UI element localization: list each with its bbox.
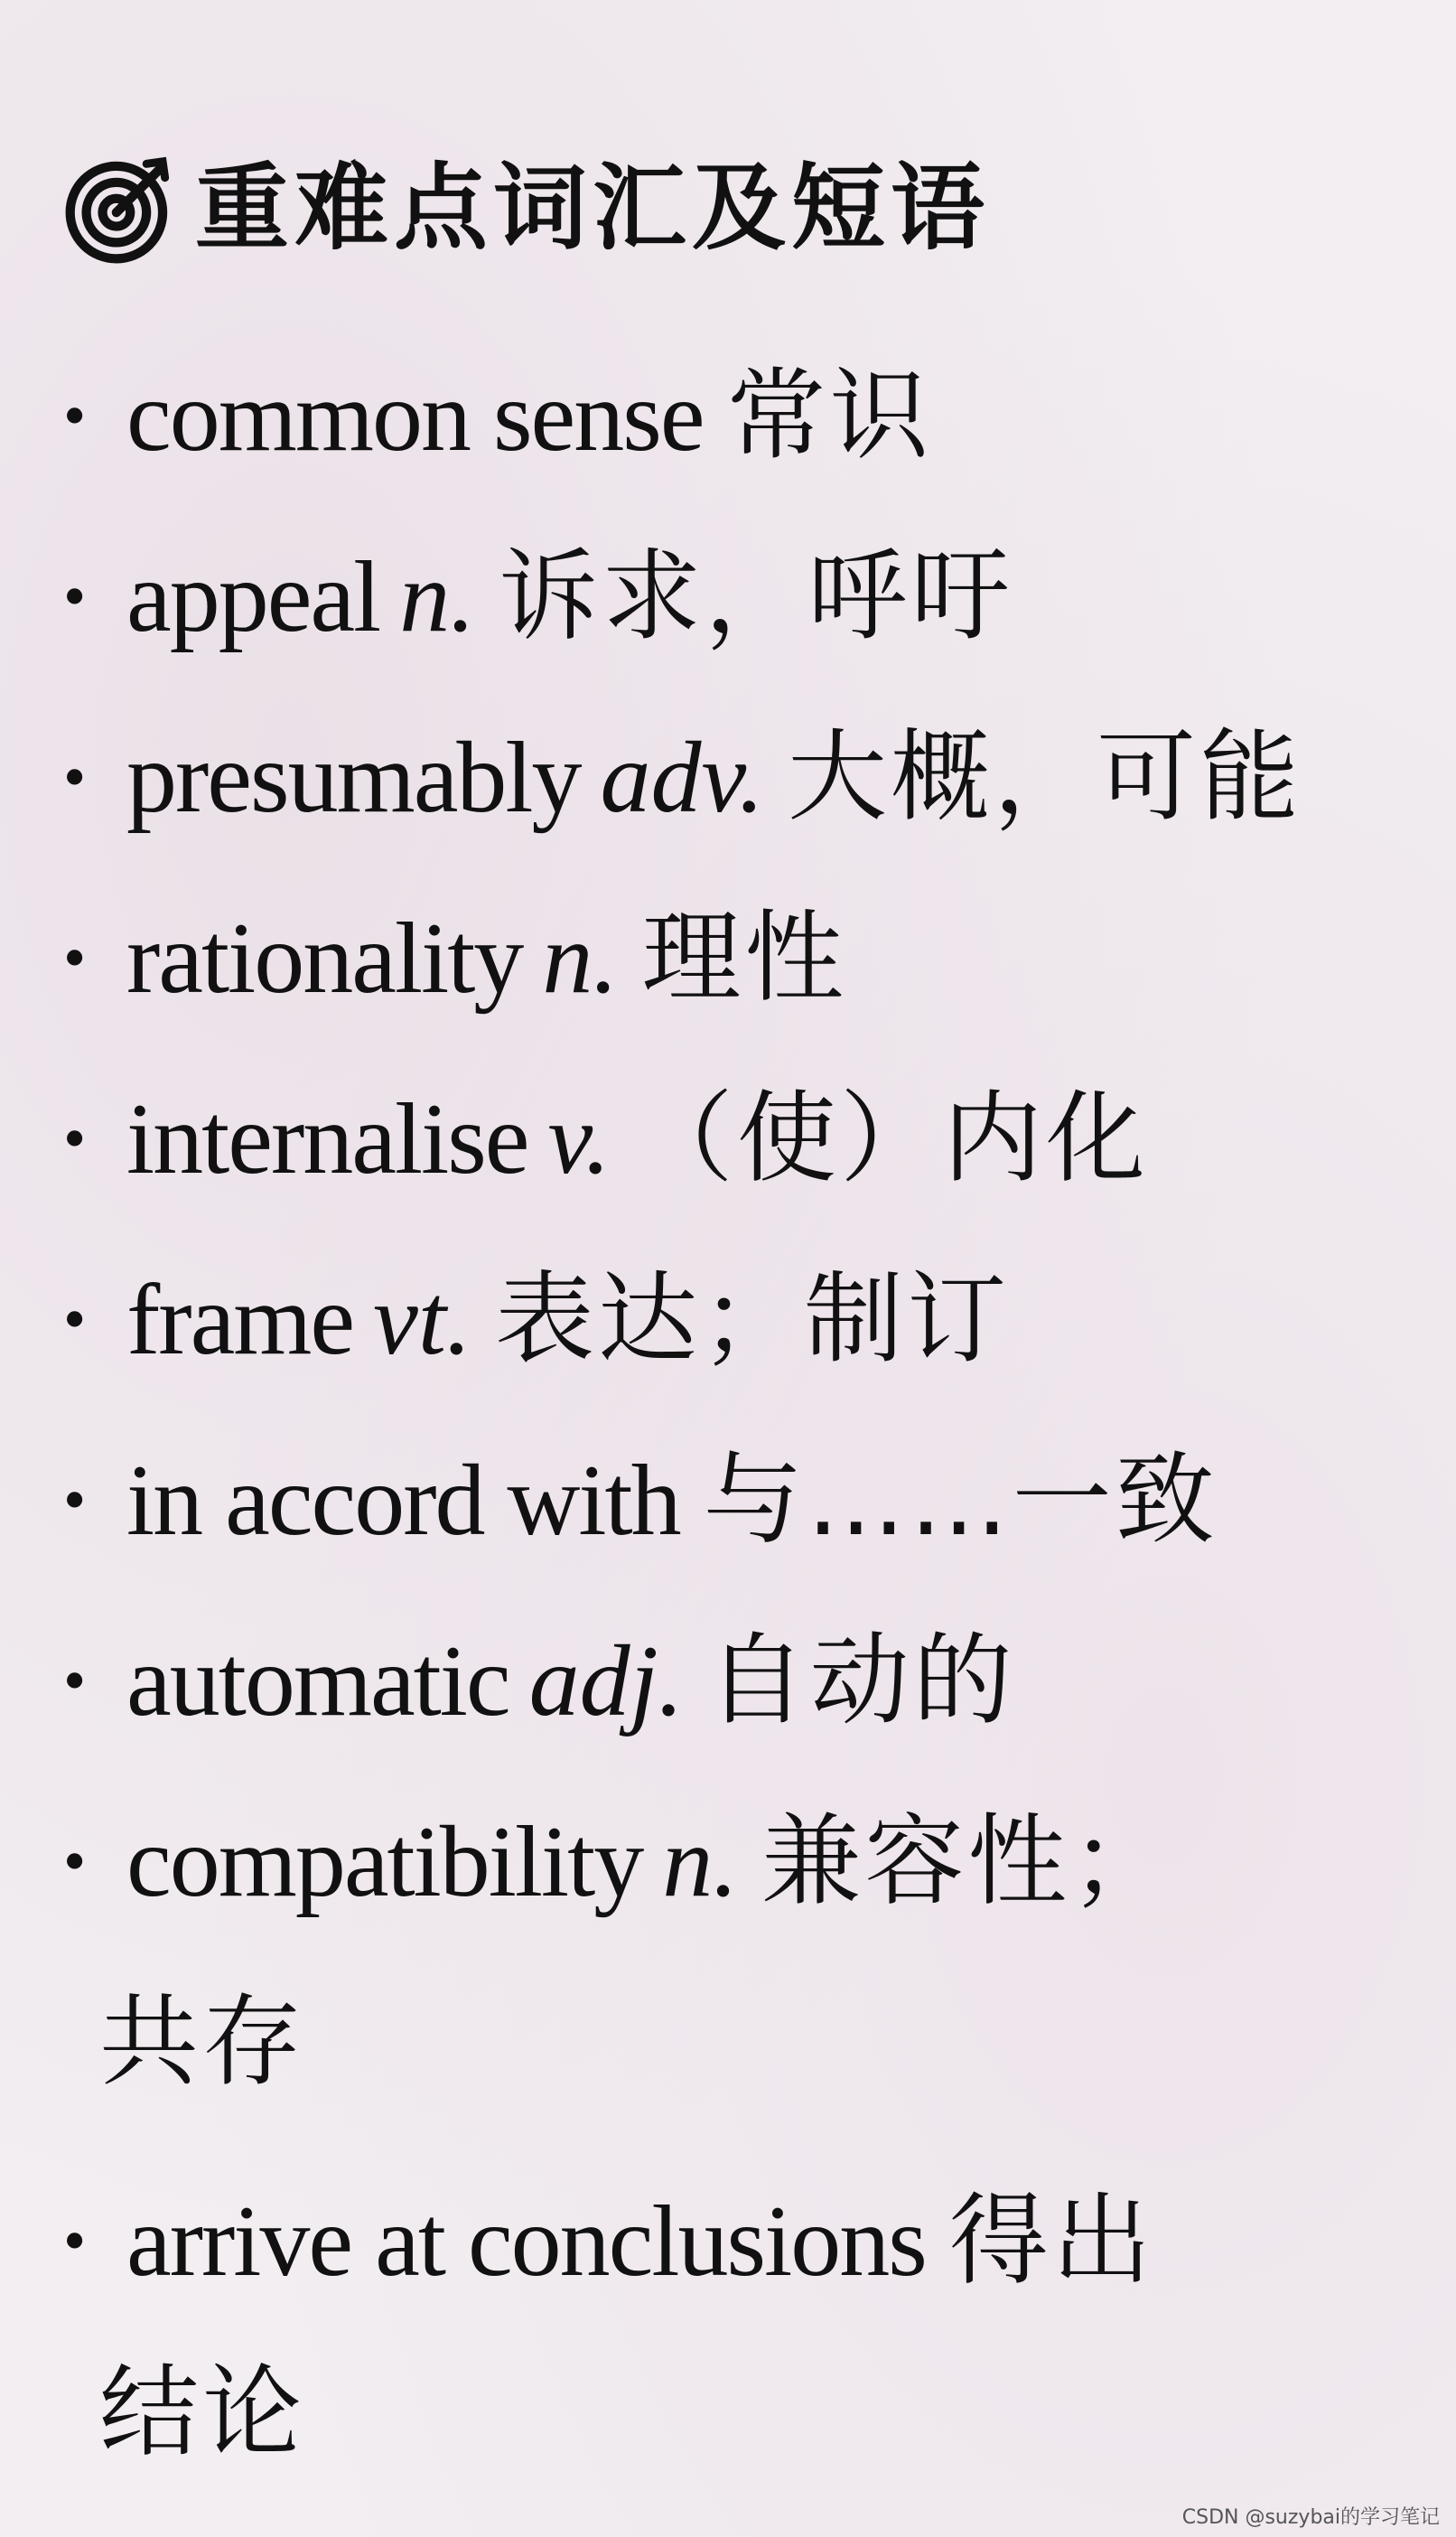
vocab-term: presumably: [126, 722, 581, 834]
bullet: •: [63, 560, 87, 632]
vocab-meaning: 表达；制订: [494, 1261, 1010, 1377]
vocab-meaning-continued: 结论: [99, 2354, 305, 2470]
vocab-term: automatic: [126, 1625, 509, 1737]
vocab-term: rationality: [126, 903, 523, 1015]
bullet: •: [63, 1825, 87, 1897]
vocab-entry: [63, 1048, 1409, 1230]
bullet: •: [63, 741, 87, 813]
vocab-entry: [63, 2150, 1409, 2332]
section-heading: [63, 145, 990, 271]
watermark: CSDN @suzybai的学习笔记: [1181, 2506, 1440, 2529]
part-of-speech: n.: [542, 903, 619, 1015]
vocab-entry: [63, 867, 1409, 1049]
vocab-meaning: 兼容性；: [761, 1803, 1174, 1919]
vocab-meaning: 得出: [948, 2183, 1155, 2298]
bullet: •: [63, 922, 87, 994]
part-of-speech: v.: [547, 1083, 611, 1195]
vocab-term: internalise: [126, 1083, 528, 1195]
vocab-meaning-continued: 共存: [99, 1984, 305, 2100]
vocab-term: in accord with: [126, 1445, 680, 1557]
vocab-meaning: （使）内化: [633, 1081, 1149, 1196]
vocab-term: arrive at conclusions: [126, 2186, 926, 2298]
vocab-entry: [63, 325, 1409, 507]
vocab-term: common sense: [126, 360, 704, 473]
bullet: •: [63, 1464, 87, 1536]
part-of-speech: adv.: [600, 722, 764, 834]
section-title: 重难点词汇及短语: [195, 153, 991, 263]
vocab-entry: [63, 1771, 1409, 1952]
bullet: •: [63, 1102, 87, 1175]
vocab-meaning: 自动的: [706, 1623, 1016, 1738]
vocab-meaning: 诉求，呼吁: [499, 538, 1014, 654]
part-of-speech: n.: [399, 541, 476, 653]
vocab-meaning: 常识: [726, 358, 933, 473]
bullet: •: [63, 1283, 87, 1355]
vocab-term: appeal: [126, 541, 380, 653]
vocab-term: compatibility: [126, 1806, 643, 1918]
bullet: •: [63, 1644, 87, 1717]
part-of-speech: n.: [662, 1806, 739, 1918]
bullet: •: [63, 2205, 87, 2277]
vocab-entry: [63, 506, 1409, 688]
vocab-meaning: 与……一致: [703, 1442, 1218, 1558]
part-of-speech: vt.: [373, 1264, 471, 1376]
vocab-term: frame: [126, 1264, 354, 1376]
vocab-meaning: 理性: [641, 900, 848, 1016]
part-of-speech: adj.: [528, 1625, 684, 1737]
target-icon: [63, 150, 179, 266]
vocab-entry: [63, 1229, 1409, 1410]
vocab-entry: [63, 1409, 1409, 1591]
vocab-entry: [63, 1590, 1409, 1772]
bullet: •: [63, 379, 87, 452]
vocab-entry: [63, 687, 1409, 868]
vocab-meaning: 大概，可能: [787, 719, 1302, 835]
